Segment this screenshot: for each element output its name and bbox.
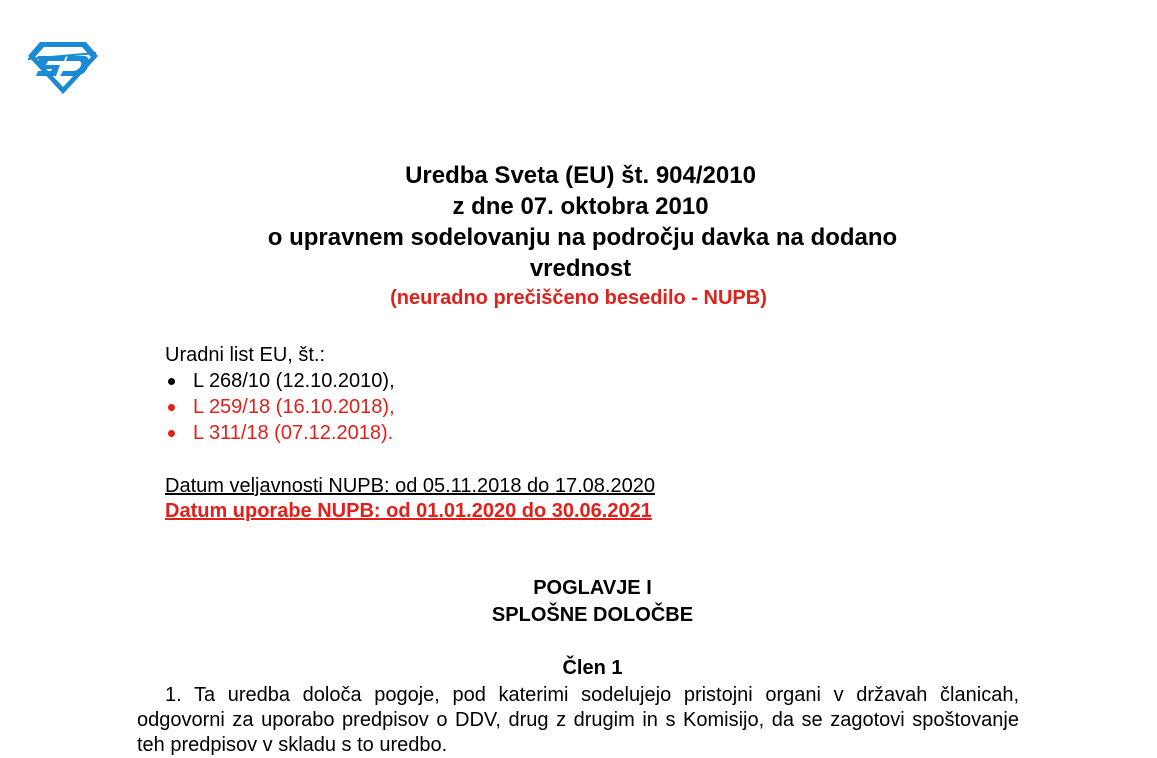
- validity-block: [165, 474, 655, 524]
- title-line-3: o upravnem sodelovanju na področju davka na dodano: [267, 224, 898, 251]
- application-date: Datum uporabe NUPB: od 01.01.2020 do 30.06.2021: [165, 500, 652, 522]
- title-line-4: vrednost: [529, 255, 632, 282]
- validity-date: Datum veljavnosti NUPB: od 05.11.2018 do 17.08.2020: [165, 475, 655, 497]
- list-item: L 259/18 (16.10.2018),: [165, 394, 395, 420]
- article-title: Člen 1: [562, 657, 623, 679]
- title-line-2: z dne 07. oktobra 2010: [452, 193, 709, 220]
- chapter-number: POGLAVJE I: [533, 577, 652, 599]
- official-journal-list: [165, 368, 395, 446]
- chapter-heading: [0, 575, 1157, 629]
- list-item: L 311/18 (07.12.2018).: [165, 420, 395, 446]
- diamond-sd-logo-icon: [26, 40, 100, 96]
- official-journal-block: [165, 342, 395, 446]
- title-line-1: Uredba Sveta (EU) št. 904/2010: [405, 162, 756, 189]
- article-text: 1. Ta uredba določa pogoje, pod katerimi sodelujejo pristojni organi v državah članicah, odgovorni za uporabo predpisov o DDV, drug z drugim in s Komisijo, da se zagotovi spoštovanje teh predpisov v skladu s to uredbo.: [137, 684, 1019, 756]
- document-title: [0, 160, 1157, 312]
- official-journal-heading: Uradni list EU, št.:: [165, 344, 326, 366]
- title-subtitle: (neuradno prečiščeno besedilo - NUPB): [390, 287, 767, 309]
- list-item: L 268/10 (12.10.2010),: [165, 368, 395, 394]
- chapter-name: SPLOŠNE DOLOČBE: [491, 604, 694, 626]
